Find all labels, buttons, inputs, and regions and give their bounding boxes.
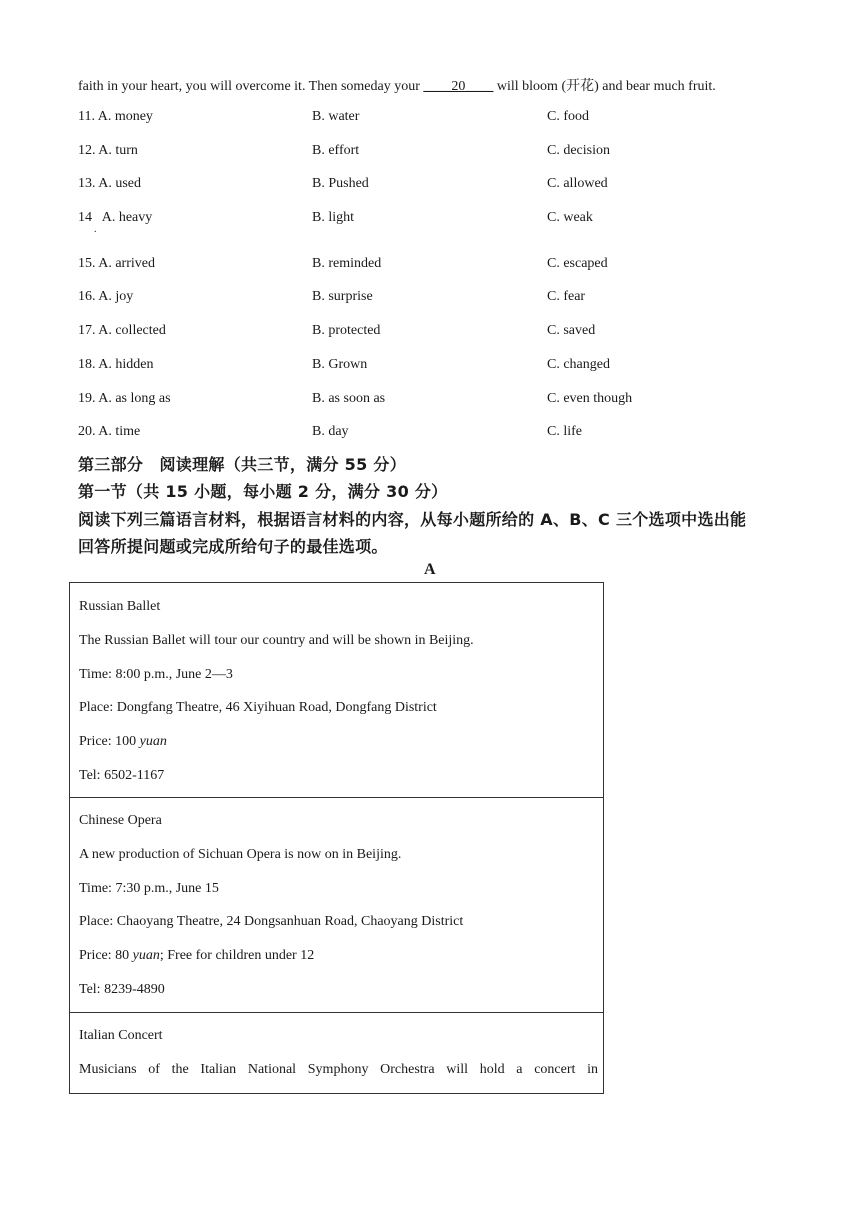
- option-b: B. day: [312, 424, 349, 439]
- option-c: C. escaped: [547, 256, 608, 271]
- option-c: C. fear: [547, 289, 586, 304]
- passage-text-after: will bloom (开花) and bear much fruit.: [493, 79, 716, 94]
- event-time: Time: 7:30 p.m., June 15: [79, 881, 219, 896]
- option-c: C. even though: [547, 391, 633, 406]
- price-unit: yuan: [139, 734, 167, 749]
- event-tel: Tel: 6502-1167: [79, 768, 165, 783]
- option-b: B. effort: [312, 143, 360, 158]
- option-a: 14 A. heavy: [78, 210, 153, 225]
- word: the: [171, 1062, 189, 1077]
- option-a: 11. A. money: [78, 109, 153, 124]
- event-title: Russian Ballet: [79, 599, 161, 614]
- word: a: [516, 1062, 523, 1077]
- event-cell-concert: [70, 1013, 603, 1093]
- event-description: A new production of Sichuan Opera is now on in Beijing.: [79, 847, 402, 862]
- passage-last-line: [78, 75, 716, 95]
- option-c: C. saved: [547, 323, 596, 338]
- passage-text-before: faith in your heart, you will overcome it. Then someday your: [78, 79, 424, 94]
- word: hold: [479, 1062, 505, 1077]
- event-cell-ballet: [70, 583, 603, 798]
- section1-heading: 第一节（共 15 小题，每小题 2 分，满分 30 分）: [78, 482, 448, 501]
- option-a: 16. A. joy: [78, 289, 134, 304]
- option-c: C. life: [547, 424, 582, 439]
- event-title: Chinese Opera: [79, 813, 162, 828]
- stray-dot-mark: .: [94, 224, 97, 235]
- event-title: Italian Concert: [79, 1028, 163, 1043]
- word: Symphony: [307, 1062, 369, 1077]
- price-text: Price: 100: [79, 734, 140, 749]
- word: Italian: [200, 1062, 237, 1077]
- option-b: B. reminded: [312, 256, 382, 271]
- events-table: [69, 582, 604, 1094]
- word: of: [148, 1062, 160, 1077]
- option-a: 19. A. as long as: [78, 391, 171, 406]
- event-cell-opera: [70, 798, 603, 1013]
- option-a: 17. A. collected: [78, 323, 166, 338]
- word: will: [446, 1062, 469, 1077]
- option-b: B. Grown: [312, 357, 368, 372]
- part3-heading: 第三部分 阅读理解（共三节，满分 55 分）: [78, 455, 407, 474]
- option-c: C. allowed: [547, 176, 608, 191]
- option-a: 20. A. time: [78, 424, 141, 439]
- event-description: [79, 1062, 598, 1078]
- event-description: The Russian Ballet will tour our country and will be shown in Beijing.: [79, 633, 474, 648]
- option-a: 18. A. hidden: [78, 357, 154, 372]
- word: concert: [534, 1062, 576, 1077]
- event-tel: Tel: 8239-4890: [79, 982, 165, 997]
- option-a: 15. A. arrived: [78, 256, 155, 271]
- price-note: ; Free for children under 12: [159, 948, 315, 963]
- price-text: Price: 80: [79, 948, 133, 963]
- option-b: B. Pushed: [312, 176, 369, 191]
- option-a: 13. A. used: [78, 176, 141, 191]
- event-price: [79, 734, 167, 750]
- word: in: [587, 1062, 598, 1077]
- event-price: [79, 948, 314, 964]
- price-unit: yuan: [132, 948, 160, 963]
- word: National: [247, 1062, 297, 1077]
- option-a: 12. A. turn: [78, 143, 138, 158]
- instructions-line-2: 回答所提问题或完成所给句子的最佳选项。: [78, 537, 388, 556]
- option-b: B. surprise: [312, 289, 373, 304]
- passage-label: A: [424, 561, 436, 578]
- option-b: B. light: [312, 210, 355, 225]
- option-b: B. as soon as: [312, 391, 386, 406]
- option-c: C. decision: [547, 143, 610, 158]
- option-b: B. water: [312, 109, 360, 124]
- option-b: B. protected: [312, 323, 381, 338]
- option-c: C. changed: [547, 357, 610, 372]
- word: Musicians: [79, 1062, 137, 1077]
- blank-20: ____20____: [423, 79, 494, 94]
- event-place: Place: Dongfang Theatre, 46 Xiyihuan Road, Dongfang District: [79, 700, 437, 715]
- event-time: Time: 8:00 p.m., June 2—3: [79, 667, 233, 682]
- event-place: Place: Chaoyang Theatre, 24 Dongsanhuan Road, Chaoyang District: [79, 914, 464, 929]
- option-c: C. weak: [547, 210, 593, 225]
- option-c: C. food: [547, 109, 589, 124]
- word: Orchestra: [380, 1062, 435, 1077]
- instructions-line-1: 阅读下列三篇语言材料，根据语言材料的内容，从每小题所给的 A、B、C 三个选项中选出能: [78, 510, 747, 529]
